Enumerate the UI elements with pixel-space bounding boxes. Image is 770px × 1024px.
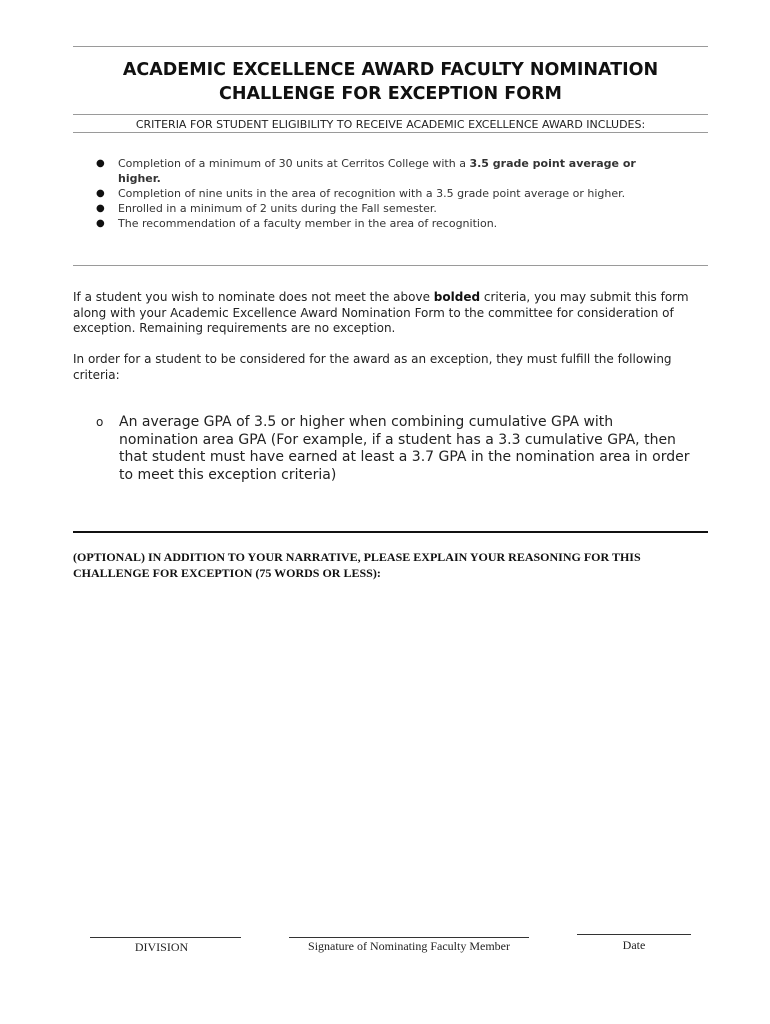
title-line-1: ACADEMIC EXCELLENCE AWARD FACULTY NOMINATION <box>122 60 659 80</box>
division-signature-line[interactable] <box>90 937 241 938</box>
section-divider <box>73 265 708 266</box>
date-label: Date <box>622 938 646 952</box>
exception-intro-paragraph: In order for a student to be considered for the award as an exception, they must fulfill the following criteria: <box>73 352 672 382</box>
exception-criterion: o An average GPA of 3.5 or higher when combining cumulative GPA with nomination area GPA (For example, if a student has a 3.3 cumulative GPA, then that student must have earned at least a 3.7 GPA in the nomination area in order to meet this exception criteria) <box>96 414 690 483</box>
list-item: ● Completion of a minimum of 30 units at Cerritos College with a 3.5 grade point average or higher. <box>96 157 636 185</box>
list-item: ● Enrolled in a minimum of 2 units during the Fall semester. <box>96 202 437 215</box>
list-item: ● The recommendation of a faculty member in the area of recognition. <box>96 217 498 230</box>
eligibility-criteria-list <box>96 156 666 231</box>
faculty-signature-line[interactable] <box>289 937 529 938</box>
optional-reasoning-prompt: (OPTIONAL) IN ADDITION TO YOUR NARRATIVE, PLEASE EXPLAIN YOUR REASONING FOR THIS CHALLENGE FOR EXCEPTION (75 WORDS OR LESS): <box>73 550 641 580</box>
criteria-header: CRITERIA FOR STUDENT ELIGIBILITY TO RECEIVE ACADEMIC EXCELLENCE AWARD INCLUDES: <box>135 118 646 131</box>
intro-paragraph: If a student you wish to nominate does not meet the above bolded criteria, you may submit this form along with your Academic Excellence Award Nomination Form to the committee for consideration of exception. Remaining requirements are no exception. <box>73 290 689 336</box>
bullet-icon: ● <box>96 218 105 229</box>
bullet-icon: ● <box>96 158 105 169</box>
optional-section-rule <box>73 531 708 533</box>
circle-bullet-icon: o <box>96 415 104 429</box>
top-rule <box>73 46 708 47</box>
faculty-signature-label: Signature of Nominating Faculty Member <box>308 939 510 953</box>
list-item: ● Completion of nine units in the area of recognition with a 3.5 grade point average or higher. <box>96 187 626 200</box>
bullet-icon: ● <box>96 188 105 199</box>
criteria-header-bottom-rule <box>73 132 708 133</box>
title-line-2: CHALLENGE FOR EXCEPTION FORM <box>219 84 562 104</box>
division-label: DIVISION <box>134 940 189 954</box>
bullet-icon: ● <box>96 203 105 214</box>
criteria-header-top-rule <box>73 114 708 115</box>
date-signature-line[interactable] <box>577 934 691 935</box>
page-title <box>73 58 708 106</box>
